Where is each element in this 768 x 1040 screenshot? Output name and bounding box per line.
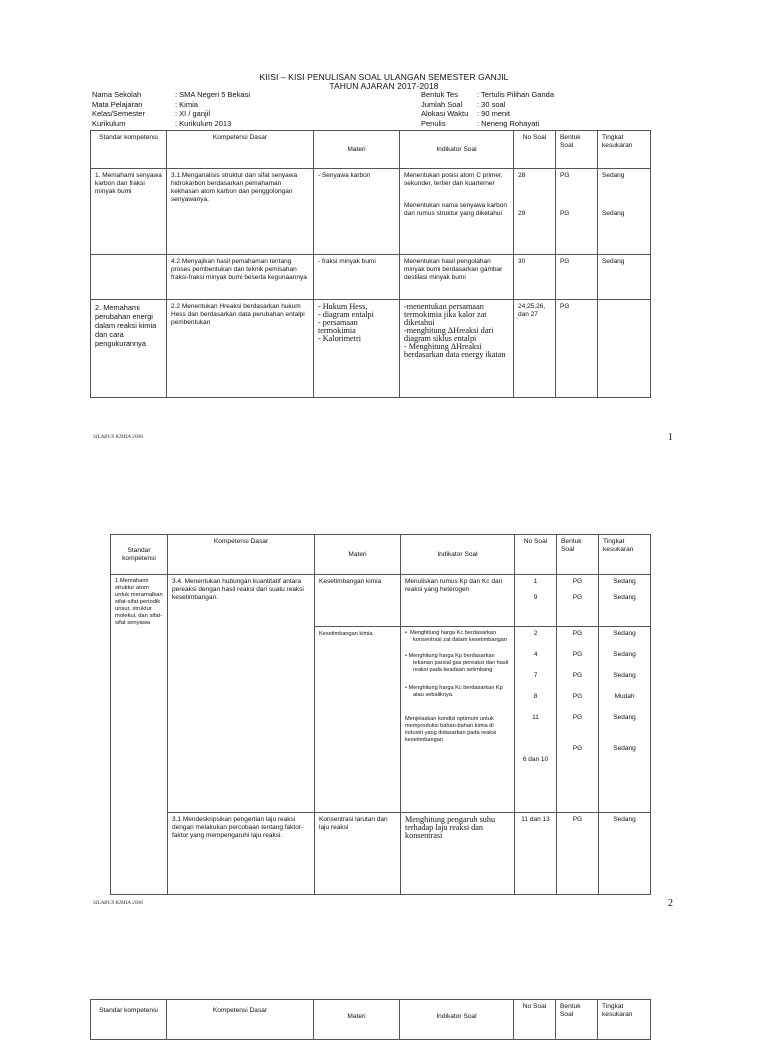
no-soal: 9 — [533, 594, 538, 601]
no-soal: 1 — [533, 578, 538, 585]
footer-text: SILABUS KIMIA 2006 — [93, 900, 144, 906]
materi-item: - Kalorimetri — [318, 333, 361, 343]
cell-bentuk: PG — [556, 299, 598, 397]
cell-bentuk: PG — [556, 255, 598, 299]
header-tingkat: Tingkat kesukaran — [598, 1000, 651, 1040]
table-row — [91, 169, 651, 255]
table-row — [111, 813, 651, 895]
header-no-soal: No Soal — [514, 1000, 556, 1040]
header-bentuk: Bentuk Soal — [557, 535, 599, 575]
cell-bentuk — [557, 575, 599, 627]
indikator-item: -menghitung ΔHreaksi dari diagram siklus entalpi — [404, 325, 494, 343]
header-tingkat: Tingkat kesukaran — [598, 131, 651, 169]
table-row — [111, 575, 651, 627]
indikator-item: -menentukan persamaan termokimia jika kalor zat diketahui — [404, 301, 487, 327]
bentuk-soal: PG — [572, 672, 583, 679]
header-kompetensi: Kompetensi Dasar — [168, 535, 315, 575]
bentuk-soal: PG — [572, 630, 583, 637]
no-soal: 7 — [533, 672, 538, 679]
meta-value: : Kurikulum 2013 — [175, 118, 232, 128]
no-soal: 11 — [532, 714, 539, 721]
cell-kd: 3.1.Menganalisis struktur dan sifat senyawa hidrokarbon berdasarkan pemahaman kekhasan atom karbon dan penggolongan senyawanya. — [167, 169, 314, 255]
no-soal: 4 — [533, 651, 538, 658]
cell-kd: 4.2.Menyajikan hasil pemahaman tentang proses pembentukan dan teknik pemisahan fraksi-fraksi minyak bumi beserta kegunaannya — [167, 255, 314, 299]
materi-item: - Hukum Hess, — [318, 301, 368, 311]
indikator-item: Menjelaskan kondisi optimum untuk memproduksi bahan-bahan kimia di industri yang didasarkan pada reaksi kesetimbangan — [405, 716, 497, 743]
no-soal: 8 — [533, 693, 538, 700]
cell-no: 30 — [514, 255, 556, 299]
tingkat: Sedang — [613, 745, 636, 752]
tingkat: Mudah — [614, 693, 635, 700]
cell-kd: 3.4. Menentukan hubungan kuantitatif antara pereaksi dengan hasil reaksi dari suatu reaksi kesetimbangan. — [168, 575, 315, 813]
indikator-item: Menentukan nama senyawa karbon dari rumus struktur yang diketahui — [404, 202, 507, 218]
no-soal — [519, 735, 552, 756]
bentuk-soal: PG — [560, 210, 570, 218]
indikator-item: • Menghitung harga Kc berdasarkan Kp atau sebaliknya. — [405, 685, 503, 698]
cell-no — [515, 575, 557, 627]
tingkat: Sedang — [613, 594, 636, 601]
header-standar: Standar kompetensi — [91, 1000, 167, 1040]
meta-label: Bentuk Tes — [421, 90, 458, 99]
page-number: 1 — [668, 432, 673, 443]
document-subtitle: TAHUN AJARAN 2017-2018 — [329, 81, 439, 91]
cell-tingkat — [599, 627, 651, 813]
cell-kd: 2.2 Menentukan Hreaksi berdasarkan hukum Hess dan berdasarkan data perubahan entalpi pembentukan — [167, 299, 314, 397]
header-materi: Materi — [314, 1000, 400, 1040]
cell-indikator: Menghitung pengaruh suhu terhadap laju reaksi dan konsentrasi — [401, 813, 515, 895]
cell-tingkat — [598, 299, 651, 397]
cell-tingkat — [598, 169, 651, 255]
bentuk-soal: PG — [572, 651, 583, 658]
meta-value: : 30 soal — [477, 99, 506, 109]
cell-indikator — [400, 299, 514, 397]
header-bentuk: Bentuk Soal — [556, 1000, 598, 1040]
tingkat: Sedang — [602, 210, 625, 218]
indikator-item: • Menghitung harga Kc berdasarkan konsentrasi zat dalam kesetimbangan — [405, 630, 507, 643]
kisi-table-page3 — [90, 999, 651, 1040]
meta-label: Alokasi Waktu — [421, 109, 469, 119]
cell-indikator — [401, 627, 515, 813]
bentuk-soal: PG — [572, 693, 583, 700]
tingkat: Sedang — [613, 578, 636, 585]
tingkat: Sedang — [613, 714, 636, 721]
meta-value: : Kimia — [175, 99, 198, 109]
meta-label: Penulis — [421, 118, 446, 128]
header-standar: Standar kompetensi — [91, 131, 167, 169]
cell-indikator: Menuliskan rumus Kp dan Kc dari reaksi yang heterogen — [401, 575, 515, 627]
document-title: KIISI – KISI PENULISAN SOAL ULANGAN SEMESTER GANJIL — [259, 72, 509, 82]
cell-sk: 1.Memahami struktur atom untuk meramalkan sifat-sifat periodik unsur, struktur molekul, dan sifat-sifat senyawa — [111, 575, 168, 895]
cell-tingkat — [599, 575, 651, 627]
header-indikator: Indikator Soal — [400, 131, 514, 169]
cell-materi: Konsentrasi larutan dan laju reaksi — [315, 813, 401, 895]
cell-sk — [91, 255, 167, 299]
no-soal: 28 — [518, 172, 526, 180]
indikator-item: Menentukan posisi atom C primer, sekunder, tertier dan kuarterner — [404, 172, 503, 188]
materi-item: - persamaan termokimia — [318, 317, 358, 335]
cell-kd: 3.1 Mendeskripsikan pengertian laju reaksi dengan melakukan percobaan tentang faktor-faktor yang mempengaruhi laju reaksi. — [168, 813, 315, 895]
cell-no — [515, 627, 557, 813]
cell-bentuk — [557, 627, 599, 813]
header-tingkat: Tingkat kesukaran — [599, 535, 651, 575]
tingkat: Sedang — [613, 651, 636, 658]
meta-value: : 90 menit — [477, 109, 510, 119]
meta-value: : Tertulis Pilihan Ganda — [477, 90, 554, 99]
meta-value: : XI / ganjil — [175, 109, 211, 119]
cell-materi: - Senyawa karbon — [314, 169, 400, 255]
footer-text: SILABUS KIMIA 2006 — [93, 434, 144, 440]
header-materi: Materi — [315, 535, 401, 575]
meta-right — [421, 90, 554, 128]
meta-label: Nama Sekolah — [92, 90, 142, 99]
header-no-soal: No Soal — [515, 535, 557, 575]
tingkat: Sedang — [602, 172, 625, 180]
cell-tingkat: Sedang — [598, 255, 651, 299]
cell-bentuk: PG — [557, 813, 599, 895]
no-soal: 2 — [533, 630, 538, 637]
header-materi: Materi — [314, 131, 400, 169]
bentuk-soal: PG — [572, 714, 583, 721]
indikator-item: - Menghitung ΔHreaksi berdasarkan data energy ikatan — [404, 341, 506, 359]
cell-indikator: Menentukan hasil pengolahan minyak bumi berdasarkan gambar destilasi minyak bumi — [400, 255, 514, 299]
cell-materi — [314, 299, 400, 397]
cell-tingkat: Sedang — [599, 813, 651, 895]
page-number: 2 — [668, 898, 673, 909]
header-no-soal: No Soal — [514, 131, 556, 169]
meta-label: Kelas/Semester — [92, 109, 145, 119]
meta-label: Kurikulum — [92, 118, 126, 128]
meta-value: : SMA Negeri 5 Bekasi — [175, 90, 251, 99]
kisi-table-page1 — [90, 130, 651, 398]
header-kompetensi: Kompetensi Dasar — [167, 131, 314, 169]
cell-no — [514, 169, 556, 255]
cell-bentuk — [556, 169, 598, 255]
cell-indikator — [400, 169, 514, 255]
no-soal: 6 dan 10 — [522, 756, 549, 763]
bentuk-soal: PG — [560, 172, 570, 180]
meta-label: Jumlah Soal — [421, 99, 463, 109]
tingkat: Sedang — [613, 630, 636, 637]
header-kompetensi: Kompetensi Dasar — [167, 1000, 314, 1040]
cell-materi: - fraksi minyak bumi — [314, 255, 400, 299]
header-indikator: Indikator Soal — [400, 1000, 514, 1040]
bentuk-soal: PG — [572, 745, 583, 752]
table-row — [91, 299, 651, 397]
cell-materi: Kesetimbangan kimia — [315, 627, 401, 813]
materi-item: - diagram entalpi — [318, 309, 374, 319]
header-standar: Standar kompetensi — [111, 535, 168, 575]
cell-no: 11 dan 13 — [515, 813, 557, 895]
no-soal: 29 — [518, 210, 526, 218]
indikator-item: • Menghitung harga Kp berdasarkan tekanan parsial gas pereaksi dan hasil reaksi pada keadaan setimbang — [405, 653, 509, 673]
meta-label: Mata Pelajaran — [92, 99, 143, 109]
cell-sk: 1. Memahami senyawa karbon dan fraksi minyak bumi — [91, 169, 167, 255]
header-bentuk: Bentuk Soal — [556, 131, 598, 169]
cell-sk: 2. Memahami perubahan energi dalam reaksi kimia dan cara pengukurannya — [91, 299, 167, 397]
header-indikator: Indikator Soal — [401, 535, 515, 575]
bentuk-soal: PG — [572, 578, 583, 585]
tingkat: Sedang — [613, 672, 636, 679]
cell-no: 24,25,26, dan 27 — [514, 299, 556, 397]
meta-value: : Neneng Rohayati — [477, 118, 540, 128]
table-row — [91, 255, 651, 299]
meta-left — [92, 90, 250, 128]
kisi-table-page2 — [110, 534, 651, 895]
cell-materi: Kesetimbangan kimia — [315, 575, 401, 627]
bentuk-soal: PG — [572, 594, 583, 601]
